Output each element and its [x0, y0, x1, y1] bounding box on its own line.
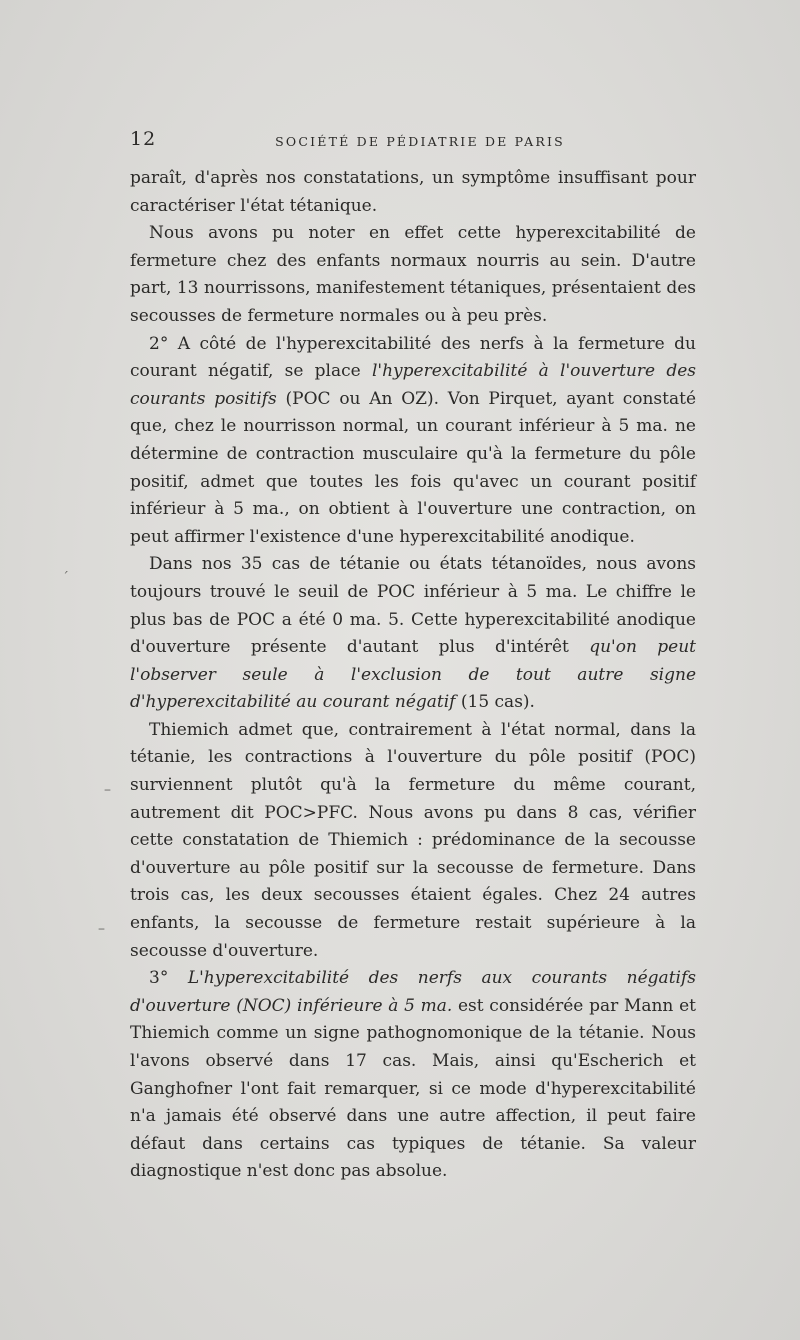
margin-pencil-dash: –	[104, 782, 111, 798]
paragraph-4	[130, 551, 696, 717]
paragraph-1: paraît, d'après nos constatations, un symptôme insuffisant pour caractériser l'état tétanique.	[130, 168, 696, 216]
margin-pencil-mark: ´	[62, 570, 69, 586]
margin-pencil-dash: –	[98, 921, 105, 937]
paragraph-3-text-a: 2° A côté de l'hyperexcitabilité des nerfs à la fermeture du courant négatif, se place	[130, 333, 696, 382]
paragraph-6-italic: L'hyperexcitabilité des nerfs aux courants négatifs d'ouverture (NOC) inférieure à 5 ma.	[130, 968, 696, 1016]
paragraph-3-text-c: (POC ou An OZ). Von Pirquet, ayant constaté que, chez le nourrisson normal, un courant inférieur à 5 ma. ne détermine de contraction musculaire qu'à la fermeture du pôle positif, admet que toutes les fois qu'avec un courant positif inférieur à 5 ma., on obtient à l'ouverture une contraction, on peut affirmer l'existence d'une hyperexcitabilité anodique.	[130, 388, 696, 547]
body-text	[130, 165, 696, 1186]
page-number: 12	[130, 128, 157, 150]
running-head: SOCIÉTÉ DE PÉDIATRIE DE PARIS	[275, 134, 565, 149]
paragraph-6-text-c: est considérée par Mann et Thiemich comme un signe pathognomonique de la tétanie. Nous l'avons observé dans 17 cas. Mais, ainsi qu'Escherich et Ganghofner l'ont fait remarquer, si ce mode d'hyperexcitabilité n'a jamais été observé dans une autre affection, il peut faire défaut dans certains cas typiques de tétanie. Sa valeur diagnostique n'est donc pas absolue.	[130, 995, 696, 1182]
paragraph-5: Thiemich admet que, contrairement à l'état normal, dans la tétanie, les contractions à l'ouverture du pôle positif (POC) surviennent plutôt qu'à la fermeture du même courant, autrement dit POC>PFC. Nous avons pu dans 8 cas, vérifier cette constatation de Thiemich : prédominance de la secousse d'ouverture au pôle positif sur la secousse de fermeture. Dans trois cas, les deux secousses étaient égales. Chez 24 autres enfants, la secousse de fermeture restait supérieure à la secousse d'ouverture.	[130, 719, 696, 961]
paragraph-3	[130, 331, 696, 552]
paragraph-3-italic: l'hyperexcitabilité à l'ouverture des courants positifs	[130, 361, 696, 409]
paragraph-6-text-a: 3°	[149, 968, 188, 989]
paragraph-6	[130, 965, 696, 1186]
paragraph-4-text-c: (15 cas).	[455, 692, 535, 713]
paragraph-4-italic: qu'on peut l'observer seule à l'exclusion de tout autre signe d'hyperexcitabilité au courant négatif	[130, 637, 696, 713]
paragraph-2: Nous avons pu noter en effet cette hyperexcitabilité de fermeture chez des enfants normaux nourris au sein. D'autre part, 13 nourrissons, manifestement tétaniques, présentaient des secousses de fermeture normales ou à peu près.	[130, 223, 696, 326]
paragraph-4-text-a: Dans nos 35 cas de tétanie ou états tétanoïdes, nous avons toujours trouvé le seuil de POC inférieur à 5 ma. Le chiffre le plus bas de POC a été 0 ma. 5. Cette hyperexcitabilité anodique d'ouverture présente d'autant plus d'intérêt	[130, 554, 696, 658]
